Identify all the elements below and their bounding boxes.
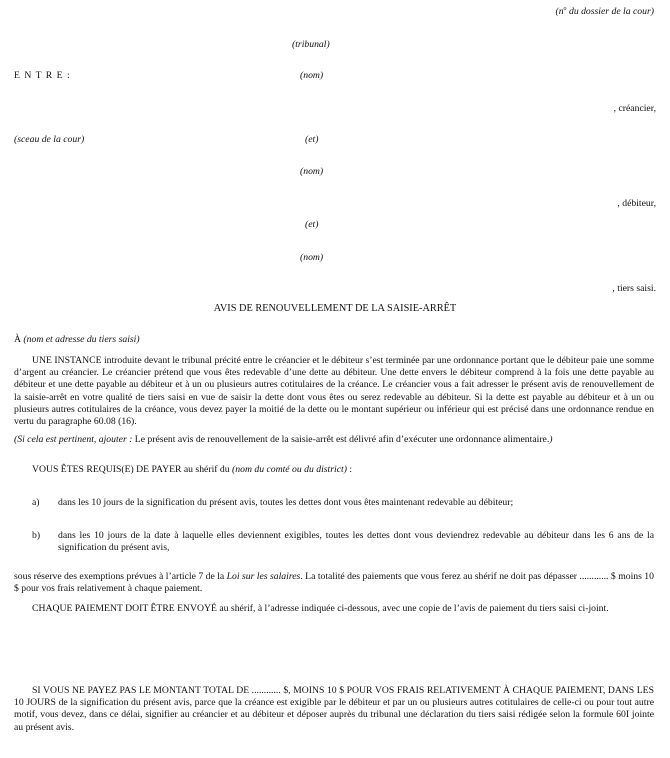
instance-paragraph: UNE INSTANCE introduite devant le tribunal précité entre le créancier et le débiteur s’est terminée par une ordonnance portant que le débiteur paie une somme d’argent au créancier. Le créancier prétend que vous êtes redevable d’une dette au débiteur. Une dette envers le débiteur comprend à la fois une dette payable au débiteur et une dette payable au débiteur et à un ou plusieurs autres cotitulaires de la créance. Le créancier vous a fait adresser le présent avis de renouvellement de la saisie-arrêt en votre qualité de tiers saisi en vue de saisir la dette dont vous êtes ou serez redevable au débiteur. Si la dette est payable au débiteur et à un ou plusieurs autres cotitulaires de la créance, vous devez payer la moitié de la dette ou le montant supérieur ou inférieur qui est précisé dans une ordonnance rendue en vertu du paragraphe 60.08 (16).: [14, 355, 654, 428]
and-connector-2: (et): [305, 219, 319, 230]
non-payment-paragraph: SI VOUS NE PAYEZ PAS LE MONTANT TOTAL DE ............ $, MOINS 10 $ POUR VOS FRAIS RELATIVEMENT À CHAQUE PAIEMENT, DANS LES 10 JOURS de la signification du présent avis, parce que la créance est exigible par le débiteur et par un ou plusieurs autres cotitulaires de celle-ci ou pour tout autre motif, vous devez, dans ce délai, signifier au créancier et au débiteur et déposer auprès du tribunal une déclaration du tiers saisi rédigée selon la formule 60I jointe au présent avis.: [14, 685, 654, 733]
item-a-text: dans les 10 jours de la signification du présent avis, toutes les dettes dont vous êtes maintenant redevable au débiteur;: [58, 497, 514, 508]
entre-label: E N T R E :: [14, 70, 71, 81]
creditor-name-placeholder: (nom): [300, 70, 324, 81]
payment-instructions-paragraph: CHAQUE PAIEMENT DOIT ÊTRE ENVOYÉ au shérif, à l’adresse indiquée ci-dessous, avec une copie de l’avis de paiement du tiers saisi ci-joint.: [32, 603, 609, 614]
tribunal-placeholder: (tribunal): [292, 39, 330, 50]
and-connector-1: (et): [305, 134, 319, 145]
debtor-label: , débiteur,: [617, 198, 656, 209]
exemptions-paragraph: sous réserve des exemptions prévues à l’article 7 de la Loi sur les salaires. La totalité des paiements que vous ferez au shérif ne doit pas dépasser ............ $ moins 10 $ pour vos frais relativement à chaque paiement.: [14, 571, 654, 595]
item-b-text: dans les 10 jours de la date à laquelle elles deviennent exigibles, toutes les dettes dont vous deviendrez redevable au débiteur dans les 6 ans de la signification du présent avis,: [58, 530, 654, 554]
court-seal-placeholder: (sceau de la cour): [14, 134, 85, 145]
creditor-label: , créancier,: [613, 103, 656, 114]
item-b-label: b): [32, 530, 41, 541]
document-title: AVIS DE RENOUVELLEMENT DE LA SAISIE-ARRÊT: [213, 303, 457, 314]
alimony-note: (Si cela est pertinent, ajouter : Le présent avis de renouvellement de la saisie-arrêt est délivré afin d’exécuter une ordonnance alimentaire.): [14, 434, 553, 445]
addressee-line: À (nom et adresse du tiers saisi): [14, 334, 140, 345]
garnishee-name-placeholder: (nom): [300, 252, 324, 263]
court-file-number: ($n^o$ du dossier de la cour): [555, 5, 654, 17]
item-a-label: a): [32, 497, 40, 508]
debtor-name-placeholder: (nom): [300, 166, 324, 177]
payment-requirement: VOUS ÊTES REQUIS(E) DE PAYER au shérif du (nom du comté ou du district) :: [32, 464, 353, 475]
garnishee-label: , tiers saisi.: [612, 283, 656, 294]
